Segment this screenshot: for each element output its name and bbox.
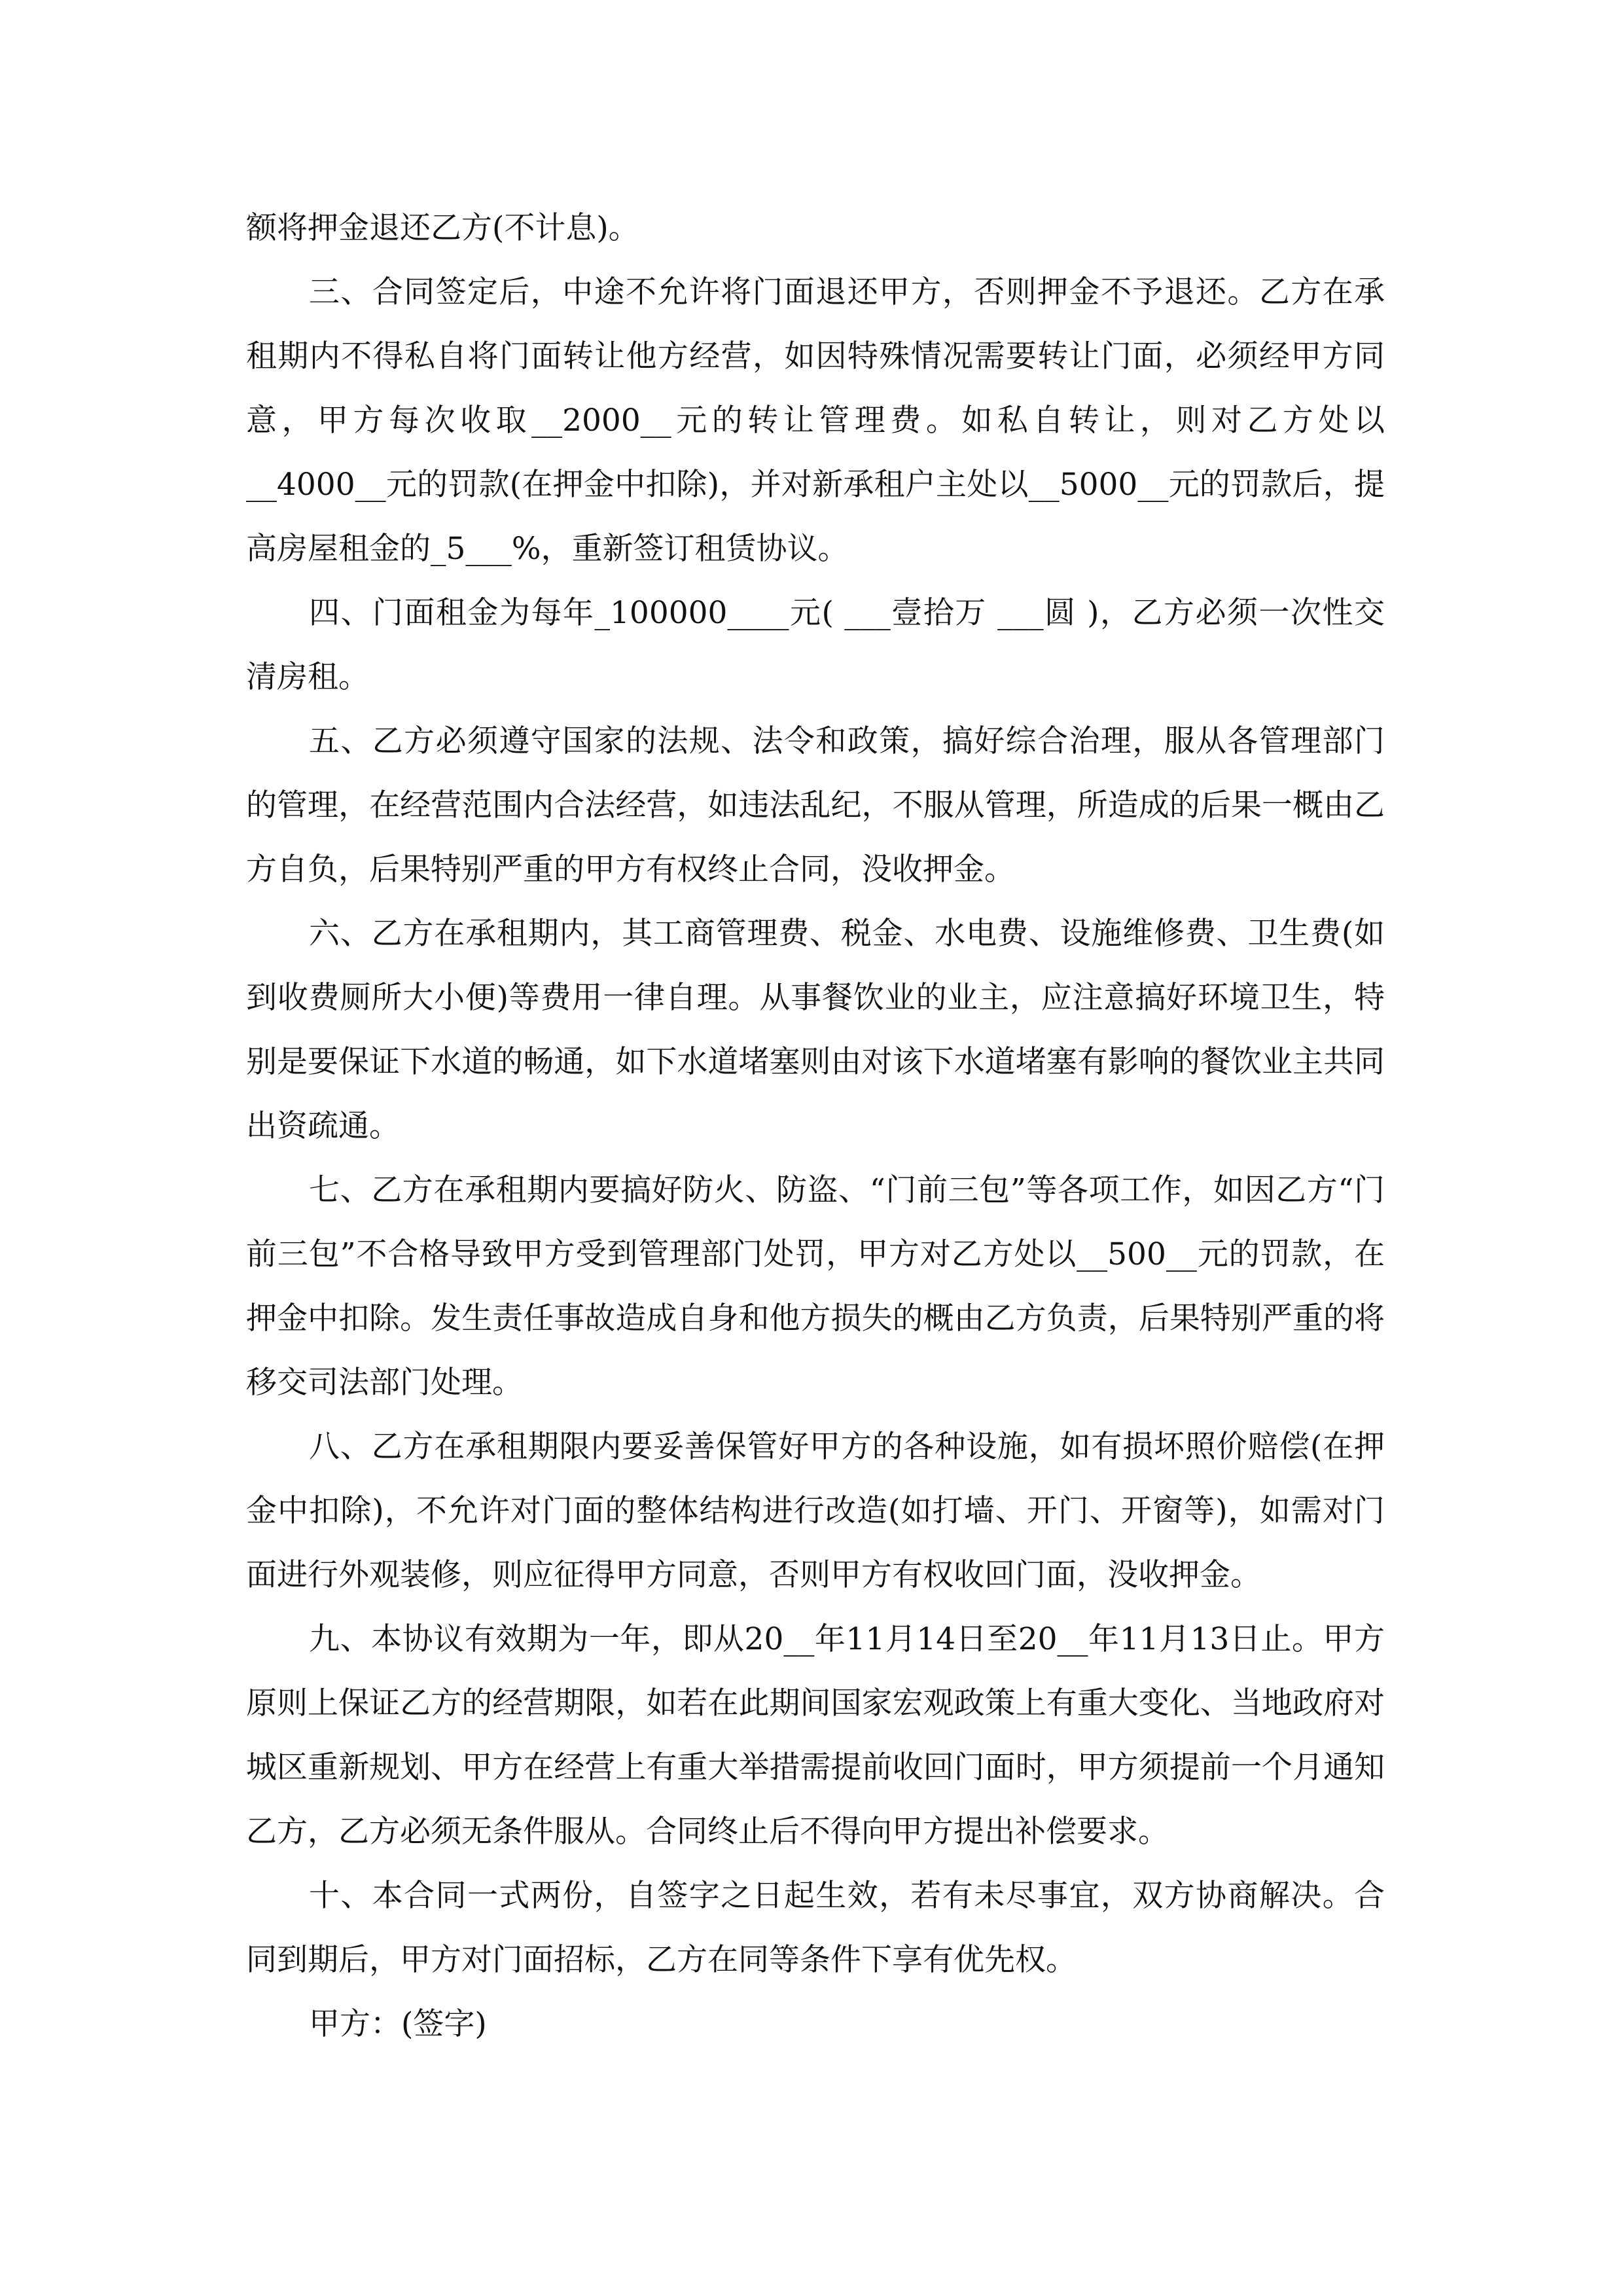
clause-8-facilities: 八、乙方在承租期限内要妥善保管好甲方的各种设施，如有损坏照价赔偿(在押金中扣除)，不允许对门面的整体结构进行改造(如打墙、开门、开窗等)，如需对门面进行外观装修，则应征得甲方同意，否则甲方有权收回门面，没收押金。 bbox=[246, 1429, 1385, 1593]
clause-4-rent: 四、门面租金为每年_100000____元( ___壹拾万 ___圆 )，乙方必须一次性交清房租。 bbox=[246, 595, 1385, 695]
paragraph-deposit-refund: 额将押金退还乙方(不计息)。 bbox=[246, 210, 639, 246]
clause-3-transfer: 三、合同签定后，中途不允许将门面退还甲方，否则押金不予退还。乙方在承租期内不得私自将门面转让他方经营，如因特殊情况需要转让门面，必须经甲方同意，甲方每次收取__2000__元的转让管理费。如私自转让，则对乙方处以__4000__元的罚款(在押金中扣除)，并对新承租户主处以__5000__元的罚款后，提高房屋租金的_5___%，重新签订租赁协议。 bbox=[246, 274, 1385, 567]
contract-page bbox=[246, 196, 1385, 2056]
clause-5-compliance: 五、乙方必须遵守国家的法规、法令和政策，搞好综合治理，服从各管理部门的管理，在经营范围内合法经营，如违法乱纪，不服从管理，所造成的后果一概由乙方自负，后果特别严重的甲方有权终止合同，没收押金。 bbox=[246, 723, 1385, 888]
clause-10-effect: 十、本合同一式两份，自签字之日起生效，若有未尽事宜，双方协商解决。合同到期后，甲方对门面招标，乙方在同等条件下享有优先权。 bbox=[246, 1878, 1385, 1978]
party-a-signature: 甲方：(签字) bbox=[309, 2006, 487, 2042]
clause-9-term: 九、本协议有效期为一年，即从20__年11月14日至20__年11月13日止。甲方原则上保证乙方的经营期限，如若在此期间国家宏观政策上有重大变化、当地政府对城区重新规划、甲方在经营上有重大举措需提前收回门面时，甲方须提前一个月通知乙方，乙方必须无条件服从。合同终止后不得向甲方提出补偿要求。 bbox=[246, 1621, 1385, 1850]
clause-7-safety: 七、乙方在承租期内要搞好防火、防盗、“门前三包”等各项工作，如因乙方“门前三包”不合格导致甲方受到管理部门处罚，甲方对乙方处以__500__元的罚款，在押金中扣除。发生责任事故造成自身和他方损失的概由乙方负责，后果特别严重的将移交司法部门处理。 bbox=[246, 1172, 1385, 1401]
clause-6-fees: 六、乙方在承租期内，其工商管理费、税金、水电费、设施维修费、卫生费(如到收费厕所大小便)等费用一律自理。从事餐饮业的业主，应注意搞好环境卫生，特别是要保证下水道的畅通，如下水道堵塞则由对该下水道堵塞有影响的餐饮业主共同出资疏通。 bbox=[246, 916, 1385, 1144]
